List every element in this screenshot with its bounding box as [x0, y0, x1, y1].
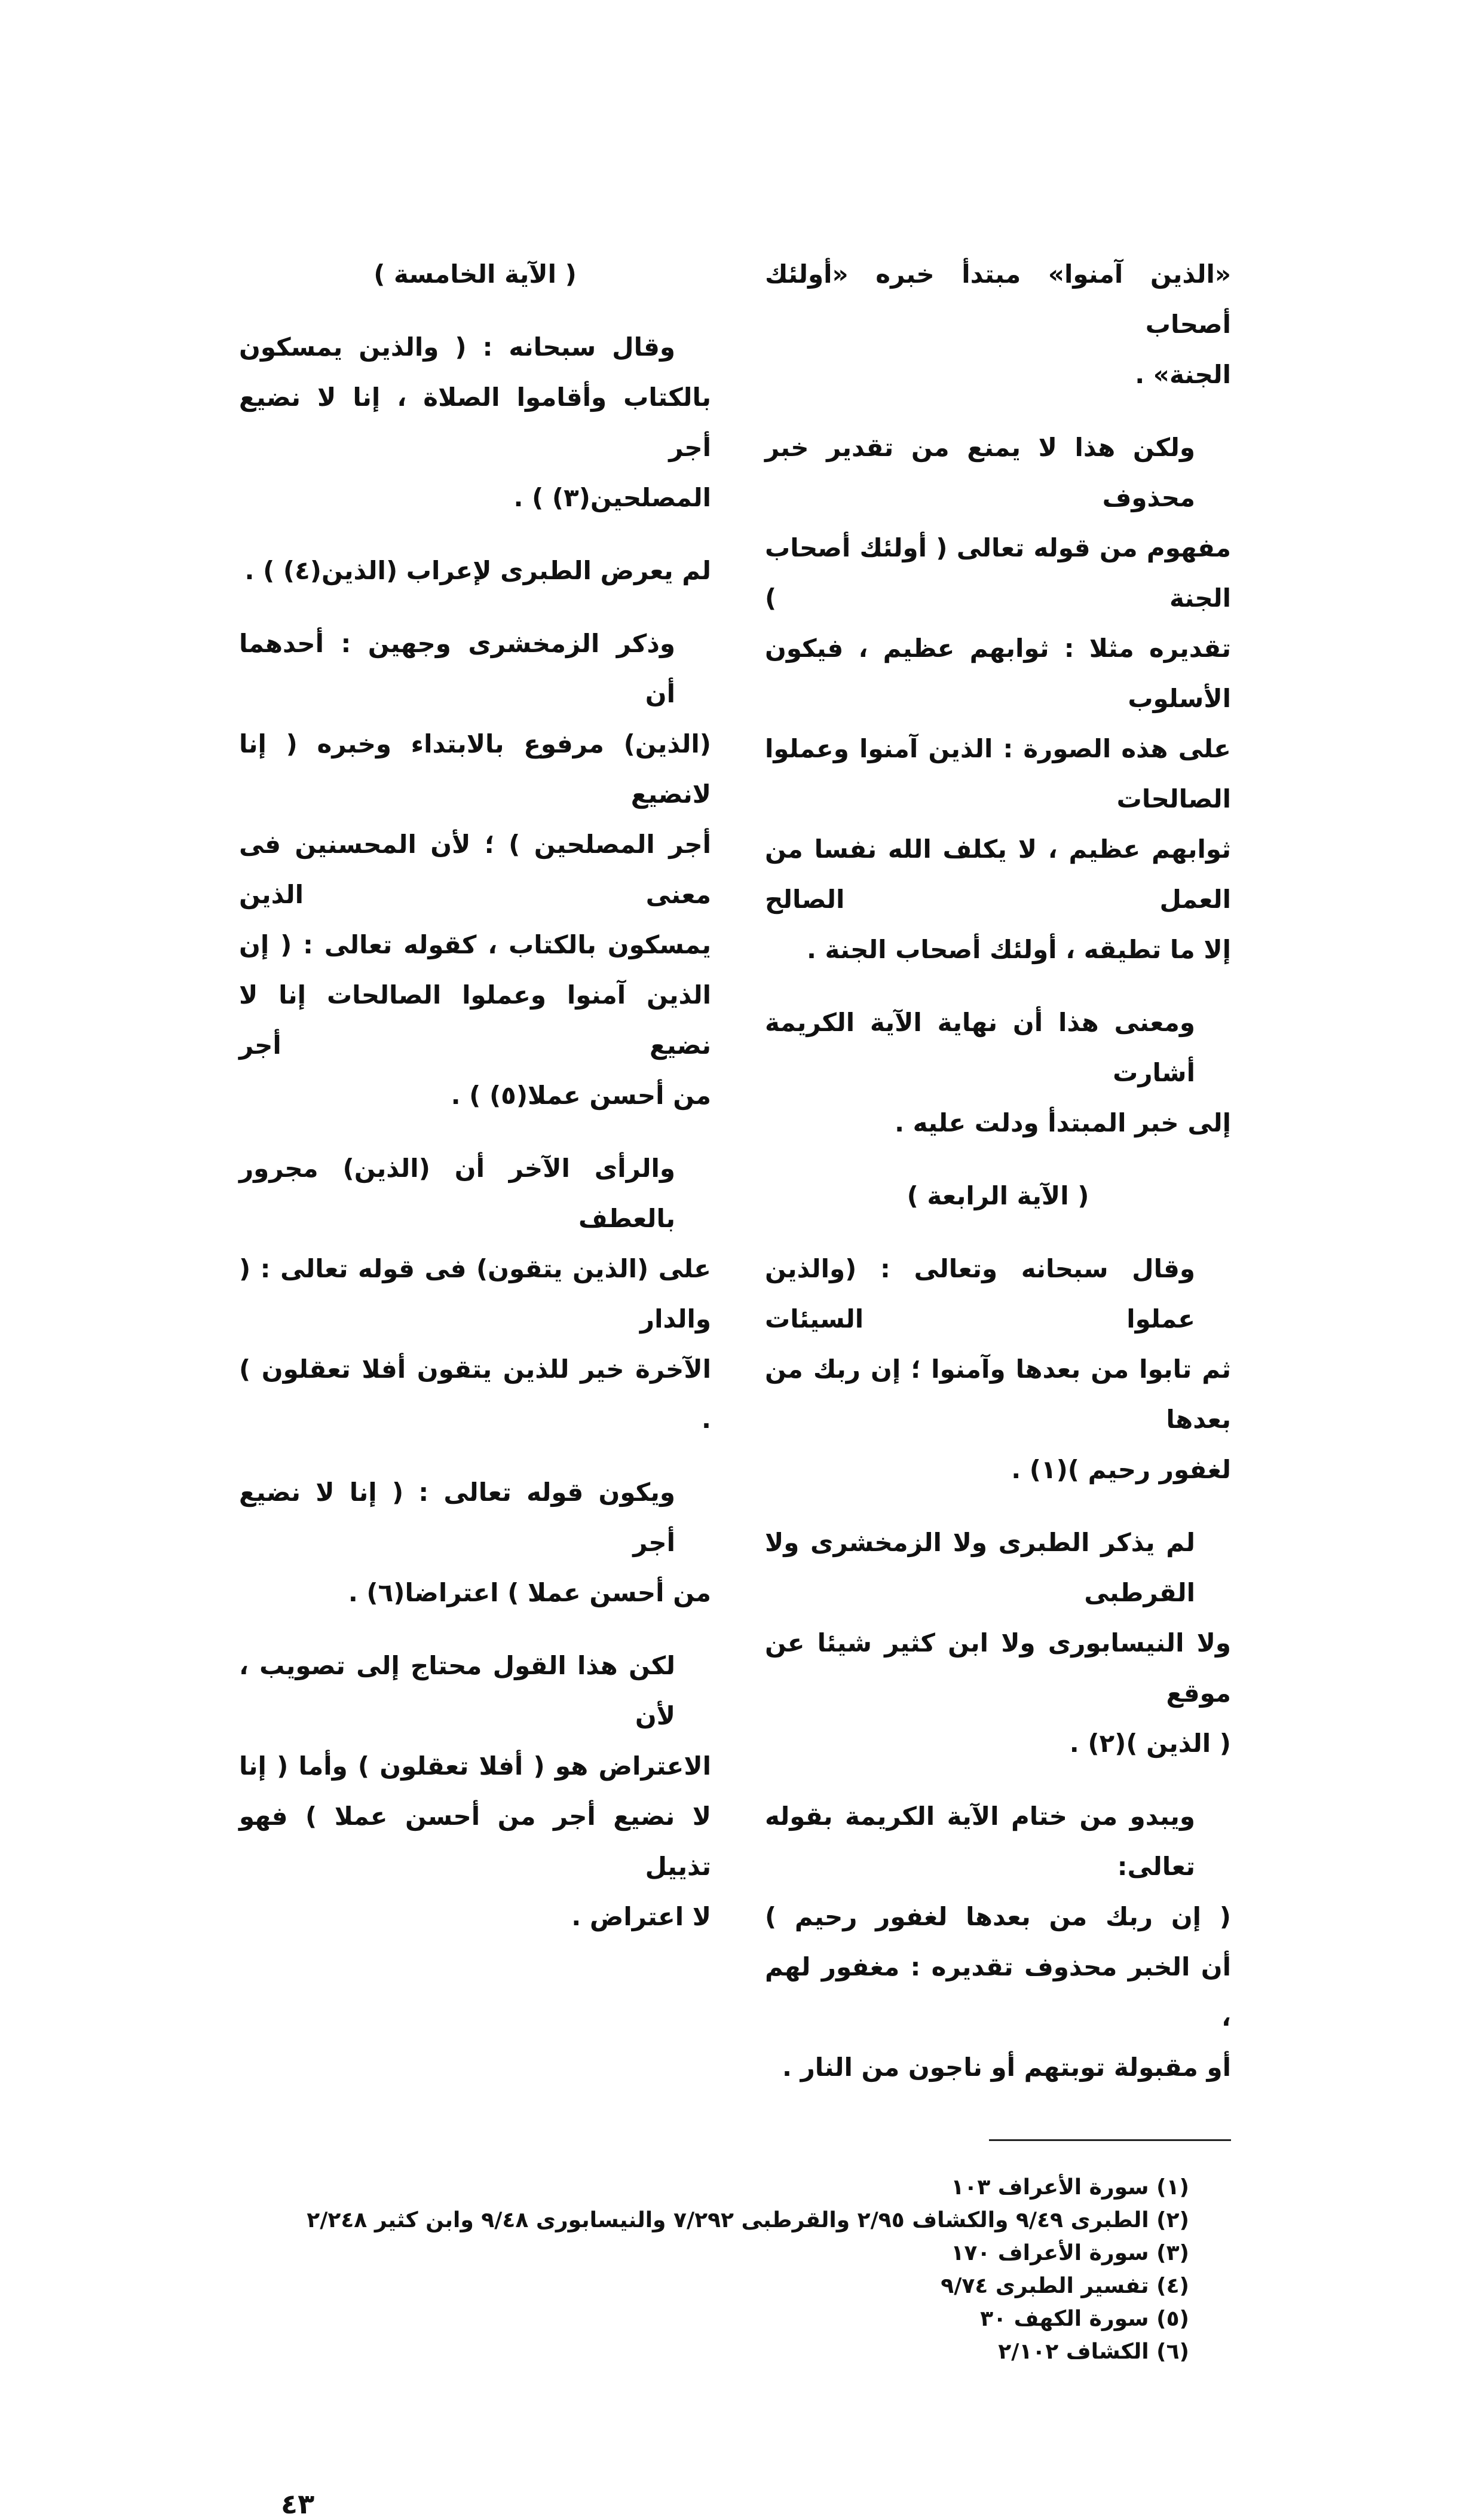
text-line: لا اعتراض .	[571, 1902, 711, 1931]
text-line: ويبدو من ختام الآية الكريمة بقوله تعالى:	[765, 1802, 1195, 1881]
text-line: مفهوم من قوله تعالى ( أولئك أصحاب الجنة )	[765, 533, 1231, 613]
paragraph	[239, 1143, 711, 1445]
text-line: إلا ما تطيقه ، أولئك أصحاب الجنة .	[806, 935, 1231, 964]
paragraph	[239, 1641, 711, 1942]
text-line: الاعتراض هو ( أفلا تعقلون ) وأما ( إنا	[239, 1751, 711, 1781]
text-line: لم يعرض الطبرى لإعراب (الذين(٤) ) .	[244, 556, 711, 585]
paragraph	[765, 1518, 1231, 1769]
text-line: ومعنى هذا أن نهاية الآية الكريمة أشارت	[765, 1008, 1195, 1087]
left-column	[239, 249, 711, 1965]
text-line: أن الخبر محذوف تقديره : مغفور لهم ،	[765, 1952, 1231, 2032]
text-line: ( إن ربك من بعدها لغفور رحيم )	[765, 1902, 1231, 1931]
text-line: على (الذين يتقون) فى قوله تعالى : ( والدار	[239, 1254, 711, 1334]
text-line: لا نضيع أجر من أحسن عملا ) فهو تذييل	[239, 1802, 711, 1881]
text-line: إلى خبر المبتدأ ودلت عليه .	[895, 1108, 1231, 1137]
text-line: (الذين) مرفوع بالابتداء وخبره ( إنا لانضيع	[239, 729, 711, 809]
text-line: الآخرة خير للذين يتقون أفلا تعقلون ) .	[239, 1354, 711, 1434]
footnotes	[239, 2171, 1189, 2368]
page-number: ٤٣	[281, 2488, 315, 2520]
footnote-separator	[989, 2139, 1231, 2141]
paragraph	[239, 1467, 711, 1618]
paragraph	[765, 1244, 1231, 1495]
paragraph	[765, 998, 1231, 1148]
text-line: ثوابهم عظيم ، لا يكلف الله نفسا من العمل الصالح	[765, 834, 1231, 914]
paragraph	[239, 619, 711, 1121]
text-line: ولا النيسابورى ولا ابن كثير شيئا عن موقع	[765, 1628, 1231, 1708]
footnote: (٦) الكشاف ٢/١٠٢	[998, 2339, 1189, 2364]
text-line: والرأى الآخر أن (الذين) مجرور بالعطف	[239, 1154, 675, 1233]
text-line: أو مقبولة توبتهم أو ناجون من النار .	[782, 2053, 1231, 2082]
text-line: ويكون قوله تعالى : ( إنا لا نضيع أجر	[239, 1478, 675, 1557]
text-line: الذين آمنوا وعملوا الصالحات إنا لا نضيع أجر	[239, 980, 711, 1060]
paragraph	[765, 423, 1231, 975]
text-line: وذكر الزمخشرى وجهين : أحدهما أن	[239, 629, 675, 708]
paragraph	[239, 322, 711, 523]
section-heading: ( الآية الرابعة )	[907, 1181, 1089, 1210]
text-line: من أحسن عملا(٥) ) .	[451, 1081, 711, 1110]
text-line: المصلحين(٣) ) .	[513, 483, 711, 512]
text-line: «الذين آمنوا» مبتدأ خبره «أولئك أصحاب	[765, 259, 1231, 339]
text-line: الجنة» .	[1135, 360, 1231, 389]
paragraph	[765, 1791, 1231, 2093]
text-line: لغفور رحيم )(١) .	[1011, 1455, 1231, 1484]
paragraph	[239, 546, 711, 596]
text-line: من أحسن عملا ) اعتراضا(٦) .	[348, 1578, 711, 1607]
text-line: لكن هذا القول محتاج إلى تصويب ، لأن	[239, 1651, 675, 1730]
page	[239, 249, 1231, 2520]
footnote: (٤) تفسير الطبرى ٩/٧٤	[941, 2274, 1189, 2298]
paragraph	[765, 249, 1231, 400]
text-line: على هذه الصورة : الذين آمنوا وعملوا الصالحات	[765, 734, 1231, 814]
footnote: (٣) سورة الأعراف ١٧٠	[951, 2241, 1189, 2265]
text-line: وقال سبحانه وتعالى : (والذين عملوا السيئات	[765, 1254, 1195, 1334]
footnote: (١) سورة الأعراف ١٠٣	[951, 2175, 1189, 2200]
text-columns	[239, 249, 1231, 2115]
section-heading: ( الآية الخامسة )	[373, 259, 577, 289]
text-line: ثم تابوا من بعدها وآمنوا ؛ إن ربك من بعدها	[765, 1354, 1231, 1434]
footnote-area	[239, 2139, 1231, 2520]
text-line: تقديره مثلا : ثوابهم عظيم ، فيكون الأسلوب	[765, 634, 1231, 713]
text-line: يمسكون بالكتاب ، كقوله تعالى : ( إن	[239, 930, 711, 959]
text-line: ( الذين )(٢) .	[1069, 1729, 1231, 1758]
text-line: وقال سبحانه : ( والذين يمسكون	[239, 332, 675, 362]
text-line: لم يذكر الطبرى ولا الزمخشرى ولا القرطبى	[765, 1528, 1195, 1607]
text-line: ولكن هذا لا يمنع من تقدير خبر محذوف	[765, 433, 1195, 512]
right-column	[765, 249, 1231, 2115]
footnote: (٢) الطبرى ٩/٤٩ والكشاف ٢/٩٥ والقرطبى ٧/٢٩٢ والنيسابورى ٩/٤٨ وابن كثير ٢/٢٤٨	[307, 2208, 1189, 2232]
text-line: بالكتاب وأقاموا الصلاة ، إنا لا نضيع أجر	[239, 383, 711, 462]
text-line: أجر المصلحين ) ؛ لأن المحسنين فى معنى الذين	[239, 830, 711, 909]
footnote: (٥) سورة الكهف ٣٠	[980, 2307, 1189, 2331]
